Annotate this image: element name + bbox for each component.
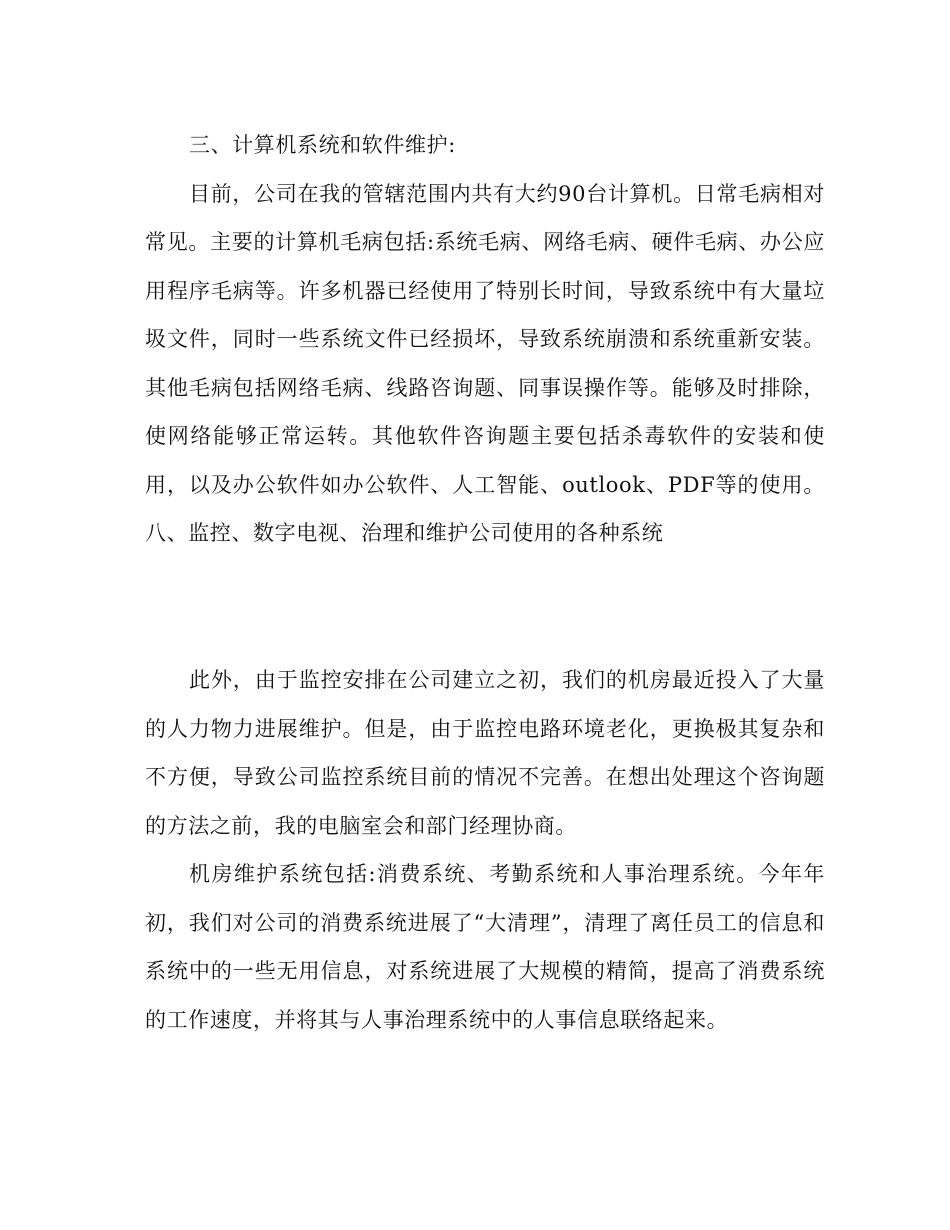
paragraph-machine-room: 机房维护系统包括:消费系统、考勤系统和人事治理系统。今年年初，我们对公司的消费系统进展了“大清理”，清理了离任员工的信息和系统中的一些无用信息，对系统进展了大规模的精简，提高了消费系统的工作速度，并将其与人事治理系统中的人事信息联络起来。 [145, 862, 825, 1032]
text-block-top [145, 121, 825, 558]
paragraph-computers: 目前，公司在我的管辖范围内共有大约90台计算机。日常毛病相对常见。主要的计算机毛病包括:系统毛病、网络毛病、硬件毛病、办公应用程序毛病等。许多机器已经使用了特别长时间，导致系统中有大量垃圾文件，同时一些系统文件已经损坏，导致系统崩溃和系统重新安装。其他毛病包括网络毛病、线路咨询题、同事误操作等。能够及时排除，使网络能够正常运转。其他软件咨询题主要包括杀毒软件的安装和使用，以及办公软件如办公软件、人工智能、outlook、PDF等的使用。八、监控、数字电视、治理和维护公司使用的各种系统 [145, 181, 825, 545]
text-block-bottom [145, 656, 825, 1044]
section-heading: 三、计算机系统和软件维护: [189, 133, 456, 157]
paragraph-monitoring: 此外，由于监控安排在公司建立之初，我们的机房最近投入了大量的人力物力进展维护。但是，由于监控电路环境老化，更换极其复杂和不方便，导致公司监控系统目前的情况不完善。在想出处理这个咨询题的方法之前，我的电脑室会和部门经理协商。 [145, 668, 825, 838]
